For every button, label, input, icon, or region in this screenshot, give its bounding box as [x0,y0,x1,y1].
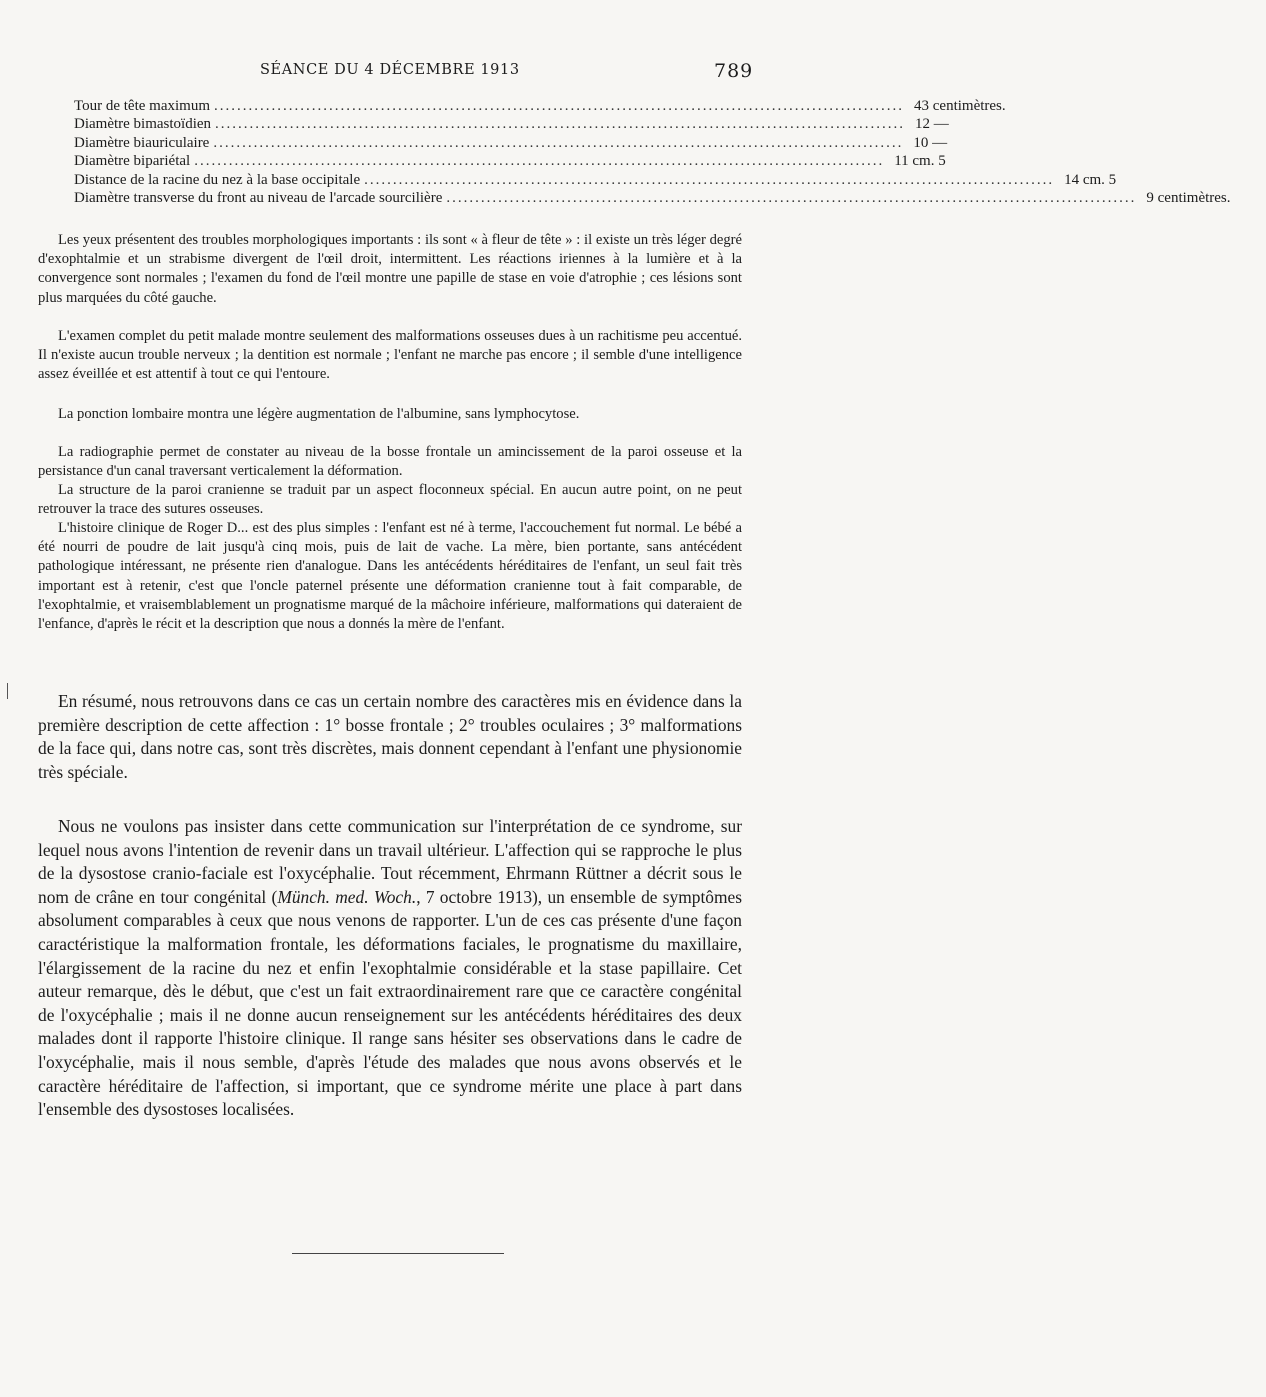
interpretation-text-end: , 7 octobre 1913), un ensemble de symptômes absolument comparables à ceux que nous venons de rapporter. L'un de ces cas présente d'une façon caractéristique la malformation frontale, les déformations faciales, le prognatisme du maxillaire, l'élargissement de la racine du nez et enfin l'exophtalmie considérable et la stase papillaire. Cet auteur remarque, dès le début, que c'est un fait extraordinairement rare que ce caractère congénital de l'oxycéphalie ; mais il ne donne aucun renseignement sur les antécédents héréditaires des deux malades dont il rapporte l'histoire clinique. Il range sans hésiter ses observations dans le cadre de l'oxycéphalie, mais il nous semble, d'après l'étude des malades que nous avons observés et le caractère héréditaire de l'affection, si important, que ce syndrome mérite une place à part dans l'ensemble des dysostoses localisées. [38,886,742,1120]
margin-mark [7,683,8,699]
paragraph-lumbar-puncture: La ponction lombaire montra une légère augmentation de l'albumine, sans lymphocytose. [58,406,580,422]
running-head [0,58,800,86]
paragraph-summary: En résumé, nous retrouvons dans ce cas un certain nombre des caractères mis en évidence dans la première description de cette affection : 1° bosse frontale ; 2° troubles oculaires ; 3° malformations de la face qui, dans notre cas, sont très discrètes, mais donnent cependant à l'enfant une physionomie très spéciale. [38,691,742,782]
paragraph-skull-structure: La structure de la paroi cranienne se traduit par un aspect floconneux spécial. En aucun autre point, on ne peut retrouver la trace des sutures osseuses. [38,482,742,518]
footer-rule [292,1253,504,1254]
leader-dots: ........................................................................................................................ [194,153,885,170]
measurement-label: Distance de la racine du nez à la base occipitale [74,171,361,188]
leader-dots: ........................................................................................................................ [364,171,1055,188]
journal-citation: Münch. med. Woch. [277,886,417,907]
measurement-row [74,171,1117,190]
measurement-row [74,153,946,171]
leader-dots: ........................................................................................................................ [214,98,904,114]
paragraph-eyes: Les yeux présentent des troubles morphologiques importants : ils sont « à fleur de tête » : il existe un très léger degré d'exophtalmie et un strabisme divergent de l'œil droit, intermittent. Les réactions iriennes à la lumière et à la convergence sont normales ; l'examen du fond de l'œil montre une papille de stase en voie d'atrophie ; ces lésions sont plus marquées du côté gauche. [38,232,742,306]
paragraph-interpretation [38,815,742,1122]
paragraph-radiography: La radiographie permet de constater au niveau de la bosse frontale un amincissement de la paroi osseuse et la persistance d'un canal traversant verticalement la déformation. [38,444,742,480]
measurement-row [74,189,1231,208]
measurement-value: 9 centimètres. [1146,189,1231,206]
leader-dots: ........................................................................................................................ [446,189,1137,206]
measurement-label: Diamètre transverse du front au niveau de l'arcade sourcilière [74,189,443,206]
paragraph-clinical-history: L'histoire clinique de Roger D... est des plus simples : l'enfant est né à terme, l'accouchement fut normal. Le bébé a été nourri de poudre de lait jusqu'à cinq mois, puis de lait de vache. La mère, bien portante, sans antécédent pathologique intéressant, ne présente rien d'analogue. Dans les antécédents héréditaires de l'enfant, un seul fait très important est à retenir, c'est que l'oncle paternel présente une déformation cranienne tout à fait comparable, de l'exophtalmie, et vraisemblablement un prognatisme marqué de la mâchoire inférieure, malformations qui dateraient de l'enfance, d'après le récit et la description que nous a donnés la mère de l'enfant. [38,520,742,633]
measurement-value: 11 cm. 5 [894,153,946,170]
measurement-value: 12 — [915,116,949,133]
session-title: SÉANCE DU 4 DÉCEMBRE 1913 [260,62,520,78]
measurement-value: 10 — [913,134,948,151]
leader-dots: ........................................................................................................................ [213,134,904,151]
measurement-row [74,98,1006,116]
measurement-row [74,134,948,153]
page-number: 789 [714,60,754,82]
measurements-table [74,98,1231,208]
measurement-value: 43 centimètres. [914,98,1006,114]
measurement-label: Diamètre bimastoïdien [74,116,212,133]
paragraph-examination: L'examen complet du petit malade montre seulement des malformations osseuses dues à un rachitisme peu accentué. Il n'existe aucun trouble nerveux ; la dentition est normale ; l'enfant ne marche pas encore ; il semble d'une intelligence assez éveillée et est attentif à tout ce qui l'entoure. [38,328,742,383]
measurement-row [74,116,949,134]
measurement-label: Diamètre biauriculaire [74,134,210,151]
measurement-value: 14 cm. 5 [1064,171,1117,188]
interpretation-text-start: Nous ne voulons pas insister dans cette communication sur l'interprétation de ce syndrome, sur lequel nous avons l'intention de revenir dans un travail ultérieur. L'affection qui se rapproche le plus de la dysostose cranio-faciale est l'oxycéphalie. Tout récemment, Ehrmann Rüttner a décrit sous le nom de crâne en tour congénital ( [38,816,742,907]
leader-dots: ........................................................................................................................ [215,116,906,133]
measurement-label: Tour de tête maximum [74,98,210,114]
measurement-label: Diamètre bipariétal [74,153,191,170]
